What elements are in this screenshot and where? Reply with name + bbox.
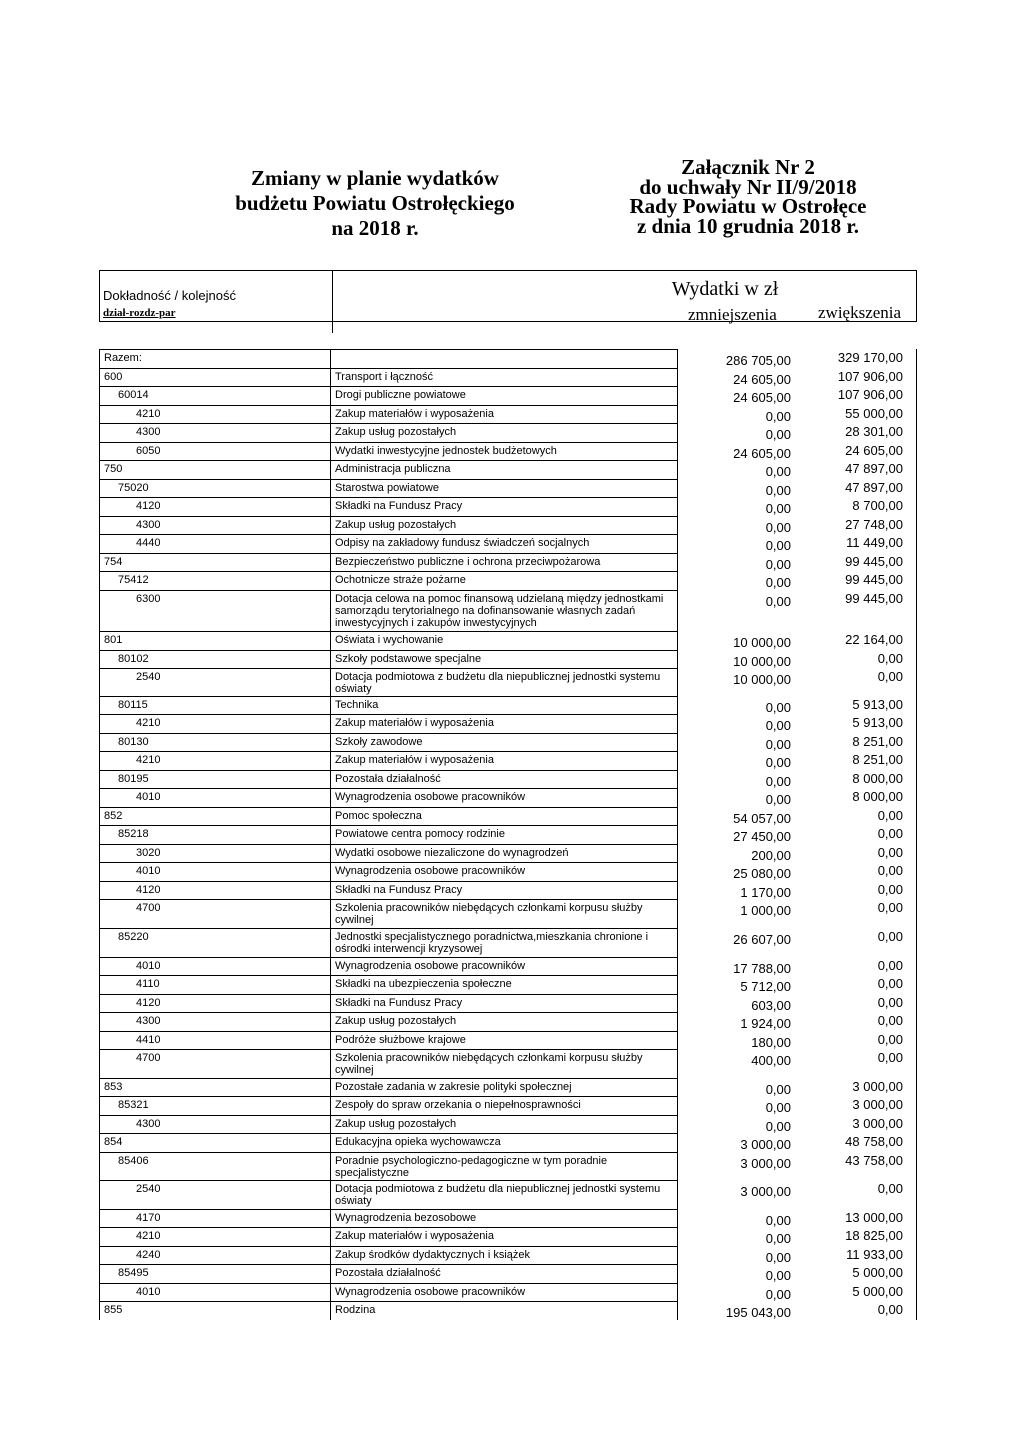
item-description: Wynagrodzenia osobowe pracowników	[331, 1283, 678, 1301]
increase-amount: 99 445,00	[845, 591, 903, 606]
decrease-amount: 54 057,00	[733, 811, 791, 826]
increase-amount: 11 933,00	[846, 1247, 903, 1262]
decrease-amount: 0,00	[765, 464, 791, 479]
increase-amount: 0,00	[877, 995, 903, 1010]
decrease-amount: 0,00	[765, 1287, 791, 1302]
increase-amount: 3 000,00	[852, 1116, 903, 1131]
table-row	[99, 825, 917, 844]
decrease-amount: 0,00	[765, 755, 791, 770]
classification-code: 4010	[99, 957, 331, 975]
increase-amount: 27 748,00	[845, 517, 903, 532]
header-decrease: zmniejszenia	[688, 305, 777, 324]
expenditure-table	[99, 349, 917, 1320]
increase-amount: 0,00	[877, 826, 903, 841]
title-line: na 2018 r.	[331, 216, 419, 240]
item-description: Zespoły do spraw orzekania o niepełnosprawności	[331, 1096, 678, 1115]
decrease-amount: 0,00	[765, 1082, 791, 1097]
table-row	[99, 460, 917, 479]
increase-amount: 0,00	[877, 1302, 903, 1317]
table-row	[99, 1264, 917, 1283]
classification-code: 75020	[99, 479, 331, 497]
increase-amount: 0,00	[877, 958, 903, 973]
classification-code: 3020	[99, 844, 331, 862]
increase-amount: 0,00	[877, 669, 903, 684]
table-row	[99, 770, 917, 788]
item-description: Zakup materiałów i wyposażenia	[331, 405, 678, 423]
increase-amount: 0,00	[877, 845, 903, 860]
attachment-reference	[618, 155, 878, 238]
decrease-amount: 0,00	[765, 1119, 791, 1134]
classification-code: 80115	[99, 696, 331, 714]
decrease-amount: 1 924,00	[740, 1016, 791, 1031]
item-description: Administracja publiczna	[331, 460, 678, 479]
table-row	[99, 1246, 917, 1264]
table-row	[99, 1133, 917, 1152]
header-wydatki: Wydatki w zł	[671, 278, 779, 300]
increase-amount: 0,00	[877, 976, 903, 991]
table-row	[99, 975, 917, 994]
classification-code: 85406	[99, 1152, 331, 1180]
attachment-line: Załącznik Nr 2	[681, 155, 815, 179]
table-row	[99, 405, 917, 423]
increase-amount: 329 170,00	[837, 350, 903, 365]
table-row	[99, 386, 917, 405]
decrease-amount: 0,00	[765, 700, 791, 715]
table-row	[99, 1283, 917, 1301]
item-description: Pozostałe zadania w zakresie polityki społecznej	[331, 1078, 678, 1096]
table-row	[99, 957, 917, 975]
classification-code: 4210	[99, 405, 331, 423]
item-description: Zakup materiałów i wyposażenia	[331, 751, 678, 770]
item-description: Poradnie psychologiczno-pedagogiczne w tym poradnie specjalistyczne	[331, 1152, 678, 1180]
classification-code: 4110	[99, 975, 331, 994]
classification-code: 4120	[99, 497, 331, 516]
table-row	[99, 497, 917, 516]
increase-amount: 43 758,00	[845, 1153, 903, 1168]
item-description: Zakup usług pozostałych	[331, 516, 678, 534]
classification-code: 4300	[99, 423, 331, 442]
classification-code: 4010	[99, 862, 331, 881]
table-row	[99, 631, 917, 650]
classification-code: 6300	[99, 590, 331, 631]
classification-code: 754	[99, 553, 331, 571]
decrease-amount: 0,00	[765, 1213, 791, 1228]
table-row	[99, 844, 917, 862]
document-title	[232, 166, 518, 241]
item-description: Szkolenia pracowników niebędących członkami korpusu służby cywilnej	[331, 1049, 678, 1078]
decrease-amount: 200,00	[751, 848, 791, 863]
increase-amount: 99 445,00	[845, 554, 903, 569]
increase-amount: 0,00	[877, 1013, 903, 1028]
decrease-amount: 0,00	[765, 594, 791, 609]
decrease-amount: 0,00	[765, 718, 791, 733]
table-row	[99, 696, 917, 714]
increase-amount: 11 449,00	[846, 535, 903, 550]
decrease-amount: 195 043,00	[725, 1305, 791, 1320]
table-row	[99, 1227, 917, 1246]
table-row	[99, 553, 917, 571]
item-description: Wydatki inwestycyjne jednostek budżetowych	[331, 442, 678, 460]
table-row	[99, 349, 917, 368]
classification-code: 4410	[99, 1031, 331, 1049]
decrease-amount: 0,00	[765, 538, 791, 553]
decrease-amount: 1 170,00	[740, 885, 791, 900]
increase-amount: 8 700,00	[852, 498, 903, 513]
item-description: Powiatowe centra pomocy rodzinie	[331, 825, 678, 844]
decrease-amount: 10 000,00	[733, 635, 791, 650]
decrease-amount: 0,00	[765, 1250, 791, 1265]
classification-code: 854	[99, 1133, 331, 1152]
decrease-amount: 0,00	[765, 501, 791, 516]
attachment-line: z dnia 10 grudnia 2018 r.	[636, 213, 860, 238]
decrease-amount: 17 788,00	[733, 961, 791, 976]
item-description: Wynagrodzenia osobowe pracowników	[331, 862, 678, 881]
increase-amount: 18 825,00	[845, 1228, 903, 1243]
item-description: Edukacyjna opieka wychowawcza	[331, 1133, 678, 1152]
increase-amount: 28 301,00	[845, 424, 903, 439]
decrease-amount: 180,00	[751, 1035, 791, 1050]
item-description: Składki na ubezpieczenia społeczne	[331, 975, 678, 994]
increase-amount: 8 251,00	[852, 752, 903, 767]
classification-code: 4210	[99, 714, 331, 733]
classification-code: 4210	[99, 1227, 331, 1246]
increase-amount: 3 000,00	[852, 1079, 903, 1094]
classification-code: 852	[99, 807, 331, 825]
table-row	[99, 881, 917, 899]
decrease-amount: 0,00	[765, 737, 791, 752]
table-row	[99, 1031, 917, 1049]
table-row	[99, 590, 917, 631]
increase-amount: 5 000,00	[852, 1284, 903, 1299]
increase-amount: 0,00	[877, 808, 903, 823]
title-line: Zmiany w planie wydatków	[251, 166, 499, 190]
classification-code: 4170	[99, 1209, 331, 1227]
decrease-amount: 25 080,00	[733, 866, 791, 881]
header-increase: zwiększenia	[818, 303, 902, 322]
item-description: Zakup materiałów i wyposażenia	[331, 714, 678, 733]
decrease-amount: 400,00	[751, 1053, 791, 1068]
table-row	[99, 668, 917, 696]
item-description: Odpisy na zakładowy fundusz świadczeń socjalnych	[331, 534, 678, 553]
increase-amount: 107 906,00	[837, 369, 903, 384]
item-description: Pozostała działalność	[331, 1264, 678, 1283]
increase-amount: 0,00	[877, 1181, 903, 1196]
increase-amount: 22 164,00	[845, 632, 903, 647]
table-right-border	[916, 349, 917, 1320]
decrease-amount: 24 605,00	[733, 372, 791, 387]
increase-amount: 24 605,00	[845, 443, 903, 458]
decrease-amount: 1 000,00	[740, 903, 791, 918]
increase-amount: 5 000,00	[852, 1265, 903, 1280]
classification-code: 2540	[99, 1180, 331, 1209]
decrease-amount: 0,00	[765, 427, 791, 442]
increase-amount: 8 251,00	[852, 734, 903, 749]
decrease-amount: 0,00	[765, 575, 791, 590]
decrease-amount: 27 450,00	[733, 829, 791, 844]
increase-amount: 13 000,00	[845, 1210, 903, 1225]
item-description: Ochotnicze straże pożarne	[331, 571, 678, 590]
increase-amount: 99 445,00	[845, 572, 903, 587]
table-row	[99, 1096, 917, 1115]
increase-amount: 0,00	[877, 1050, 903, 1065]
table-row	[99, 534, 917, 553]
table-row	[99, 1078, 917, 1096]
classification-code: 4700	[99, 1049, 331, 1078]
classification-code: 4240	[99, 1246, 331, 1264]
increase-amount: 8 000,00	[852, 771, 903, 786]
increase-amount: 5 913,00	[852, 697, 903, 712]
table-row	[99, 1115, 917, 1133]
item-description: Technika	[331, 696, 678, 714]
decrease-amount: 0,00	[765, 483, 791, 498]
table-row	[99, 928, 917, 957]
classification-code: 80195	[99, 770, 331, 788]
decrease-amount: 3 000,00	[740, 1137, 791, 1152]
item-description: Szkolenia pracowników niebędących członkami korpusu służby cywilnej	[331, 899, 678, 928]
classification-code: 4010	[99, 788, 331, 807]
item-description: Składki na Fundusz Pracy	[331, 881, 678, 899]
table-row	[99, 1209, 917, 1227]
increase-amount: 0,00	[877, 882, 903, 897]
classification-code: 6050	[99, 442, 331, 460]
classification-code: Razem:	[99, 349, 331, 368]
decrease-amount: 3 000,00	[740, 1156, 791, 1171]
attachment-line: Rady Powiatu w Ostrołęce	[629, 194, 867, 218]
decrease-amount: 24 605,00	[733, 390, 791, 405]
decrease-amount: 0,00	[765, 1231, 791, 1246]
table-row	[99, 994, 917, 1012]
header-divider	[332, 271, 333, 333]
item-description: Wynagrodzenia osobowe pracowników	[331, 788, 678, 807]
decrease-amount: 26 607,00	[733, 932, 791, 947]
classification-code: 4300	[99, 1012, 331, 1031]
attachment-line: do uchwały Nr II/9/2018	[639, 174, 857, 199]
item-description: Dotacja podmiotowa z budżetu dla niepublicznej jednostki systemu oświaty	[331, 668, 678, 696]
decrease-amount: 0,00	[765, 1268, 791, 1283]
decrease-amount: 3 000,00	[740, 1184, 791, 1199]
table-row	[99, 442, 917, 460]
item-description: Starostwa powiatowe	[331, 479, 678, 497]
classification-code: 853	[99, 1078, 331, 1096]
title-line: budżetu Powiatu Ostrołęckiego	[235, 191, 515, 215]
item-description	[331, 349, 678, 368]
item-description: Szkoły podstawowe specjalne	[331, 650, 678, 668]
table-row	[99, 650, 917, 668]
item-description: Wynagrodzenia osobowe pracowników	[331, 957, 678, 975]
classification-code: 4010	[99, 1283, 331, 1301]
classification-code: 75412	[99, 571, 331, 590]
decrease-amount: 0,00	[765, 1100, 791, 1115]
classification-code: 4120	[99, 881, 331, 899]
item-description: Zakup usług pozostałych	[331, 423, 678, 442]
item-description: Zakup usług pozostałych	[331, 1012, 678, 1031]
classification-code: 4120	[99, 994, 331, 1012]
item-description: Zakup materiałów i wyposażenia	[331, 1227, 678, 1246]
classification-code: 80102	[99, 650, 331, 668]
decrease-amount: 5 712,00	[740, 979, 791, 994]
table-row	[99, 479, 917, 497]
increase-amount: 0,00	[877, 651, 903, 666]
classification-code: 85495	[99, 1264, 331, 1283]
classification-code: 85220	[99, 928, 331, 957]
item-description: Zakup usług pozostałych	[331, 1115, 678, 1133]
increase-amount: 3 000,00	[852, 1097, 903, 1112]
classification-code: 4440	[99, 534, 331, 553]
increase-amount: 0,00	[877, 900, 903, 915]
classification-code: 80130	[99, 733, 331, 751]
decrease-amount: 10 000,00	[733, 672, 791, 687]
table-row	[99, 788, 917, 807]
classification-code: 85321	[99, 1096, 331, 1115]
table-row	[99, 751, 917, 770]
classification-code: 600	[99, 368, 331, 386]
item-description: Rodzina	[331, 1301, 678, 1320]
item-description: Podróże służbowe krajowe	[331, 1031, 678, 1049]
increase-amount: 5 913,00	[852, 715, 903, 730]
classification-code: 801	[99, 631, 331, 650]
header-sub-label: dział-rozdz-par	[103, 307, 176, 319]
increase-amount: 55 000,00	[845, 406, 903, 421]
item-description: Bezpieczeństwo publiczne i ochrona przeciwpożarowa	[331, 553, 678, 571]
item-description: Składki na Fundusz Pracy	[331, 994, 678, 1012]
decrease-amount: 603,00	[751, 998, 791, 1013]
classification-code: 4300	[99, 1115, 331, 1133]
table-row	[99, 423, 917, 442]
decrease-amount: 10 000,00	[733, 654, 791, 669]
decrease-amount: 0,00	[765, 557, 791, 572]
table-row	[99, 807, 917, 825]
item-description: Drogi publiczne powiatowe	[331, 386, 678, 405]
decrease-amount: 0,00	[765, 409, 791, 424]
decrease-amount: 0,00	[765, 520, 791, 535]
item-description: Zakup środków dydaktycznych i książek	[331, 1246, 678, 1264]
table-row	[99, 733, 917, 751]
decrease-amount: 286 705,00	[725, 353, 791, 368]
table-row	[99, 1049, 917, 1078]
classification-code: 4210	[99, 751, 331, 770]
table-row	[99, 862, 917, 881]
item-description: Dotacja celowa na pomoc finansową udzielaną między jednostkami samorządu terytorialnego na dofinansowanie własnych zadań inwestycyjnych i zakupów inwestycyjnych	[331, 590, 678, 631]
increase-amount: 0,00	[877, 929, 903, 944]
classification-code: 60014	[99, 386, 331, 405]
item-description: Dotacja podmiotowa z budżetu dla niepublicznej jednostki systemu oświaty	[331, 1180, 678, 1209]
item-description: Pomoc społeczna	[331, 807, 678, 825]
item-description: Transport i łączność	[331, 368, 678, 386]
item-description: Szkoły zawodowe	[331, 733, 678, 751]
item-description: Składki na Fundusz Pracy	[331, 497, 678, 516]
decrease-amount: 0,00	[765, 792, 791, 807]
table-row	[99, 368, 917, 386]
classification-code: 2540	[99, 668, 331, 696]
classification-code: 750	[99, 460, 331, 479]
item-description: Wydatki osobowe niezaliczone do wynagrodzeń	[331, 844, 678, 862]
table-row	[99, 1301, 917, 1320]
decrease-amount: 24 605,00	[733, 446, 791, 461]
item-description: Oświata i wychowanie	[331, 631, 678, 650]
table-row	[99, 1180, 917, 1209]
table-row	[99, 899, 917, 928]
header-label: Dokładność / kolejność	[103, 288, 236, 303]
table-row	[99, 516, 917, 534]
increase-amount: 0,00	[877, 1032, 903, 1047]
increase-amount: 47 897,00	[845, 480, 903, 495]
increase-amount: 0,00	[877, 863, 903, 878]
table-row	[99, 1152, 917, 1180]
classification-code: 855	[99, 1301, 331, 1320]
classification-code: 85218	[99, 825, 331, 844]
increase-amount: 8 000,00	[852, 789, 903, 804]
table-row	[99, 714, 917, 733]
item-description: Jednostki specjalistycznego poradnictwa,mieszkania chronione i ośrodki interwencji kryzysowej	[331, 928, 678, 957]
increase-amount: 48 758,00	[845, 1134, 903, 1149]
increase-amount: 47 897,00	[845, 461, 903, 476]
table-row	[99, 571, 917, 590]
classification-code: 4300	[99, 516, 331, 534]
table-row	[99, 1012, 917, 1031]
decrease-amount: 0,00	[765, 774, 791, 789]
item-description: Pozostała działalność	[331, 770, 678, 788]
increase-amount: 107 906,00	[837, 387, 903, 402]
item-description: Wynagrodzenia bezosobowe	[331, 1209, 678, 1227]
classification-code: 4700	[99, 899, 331, 928]
